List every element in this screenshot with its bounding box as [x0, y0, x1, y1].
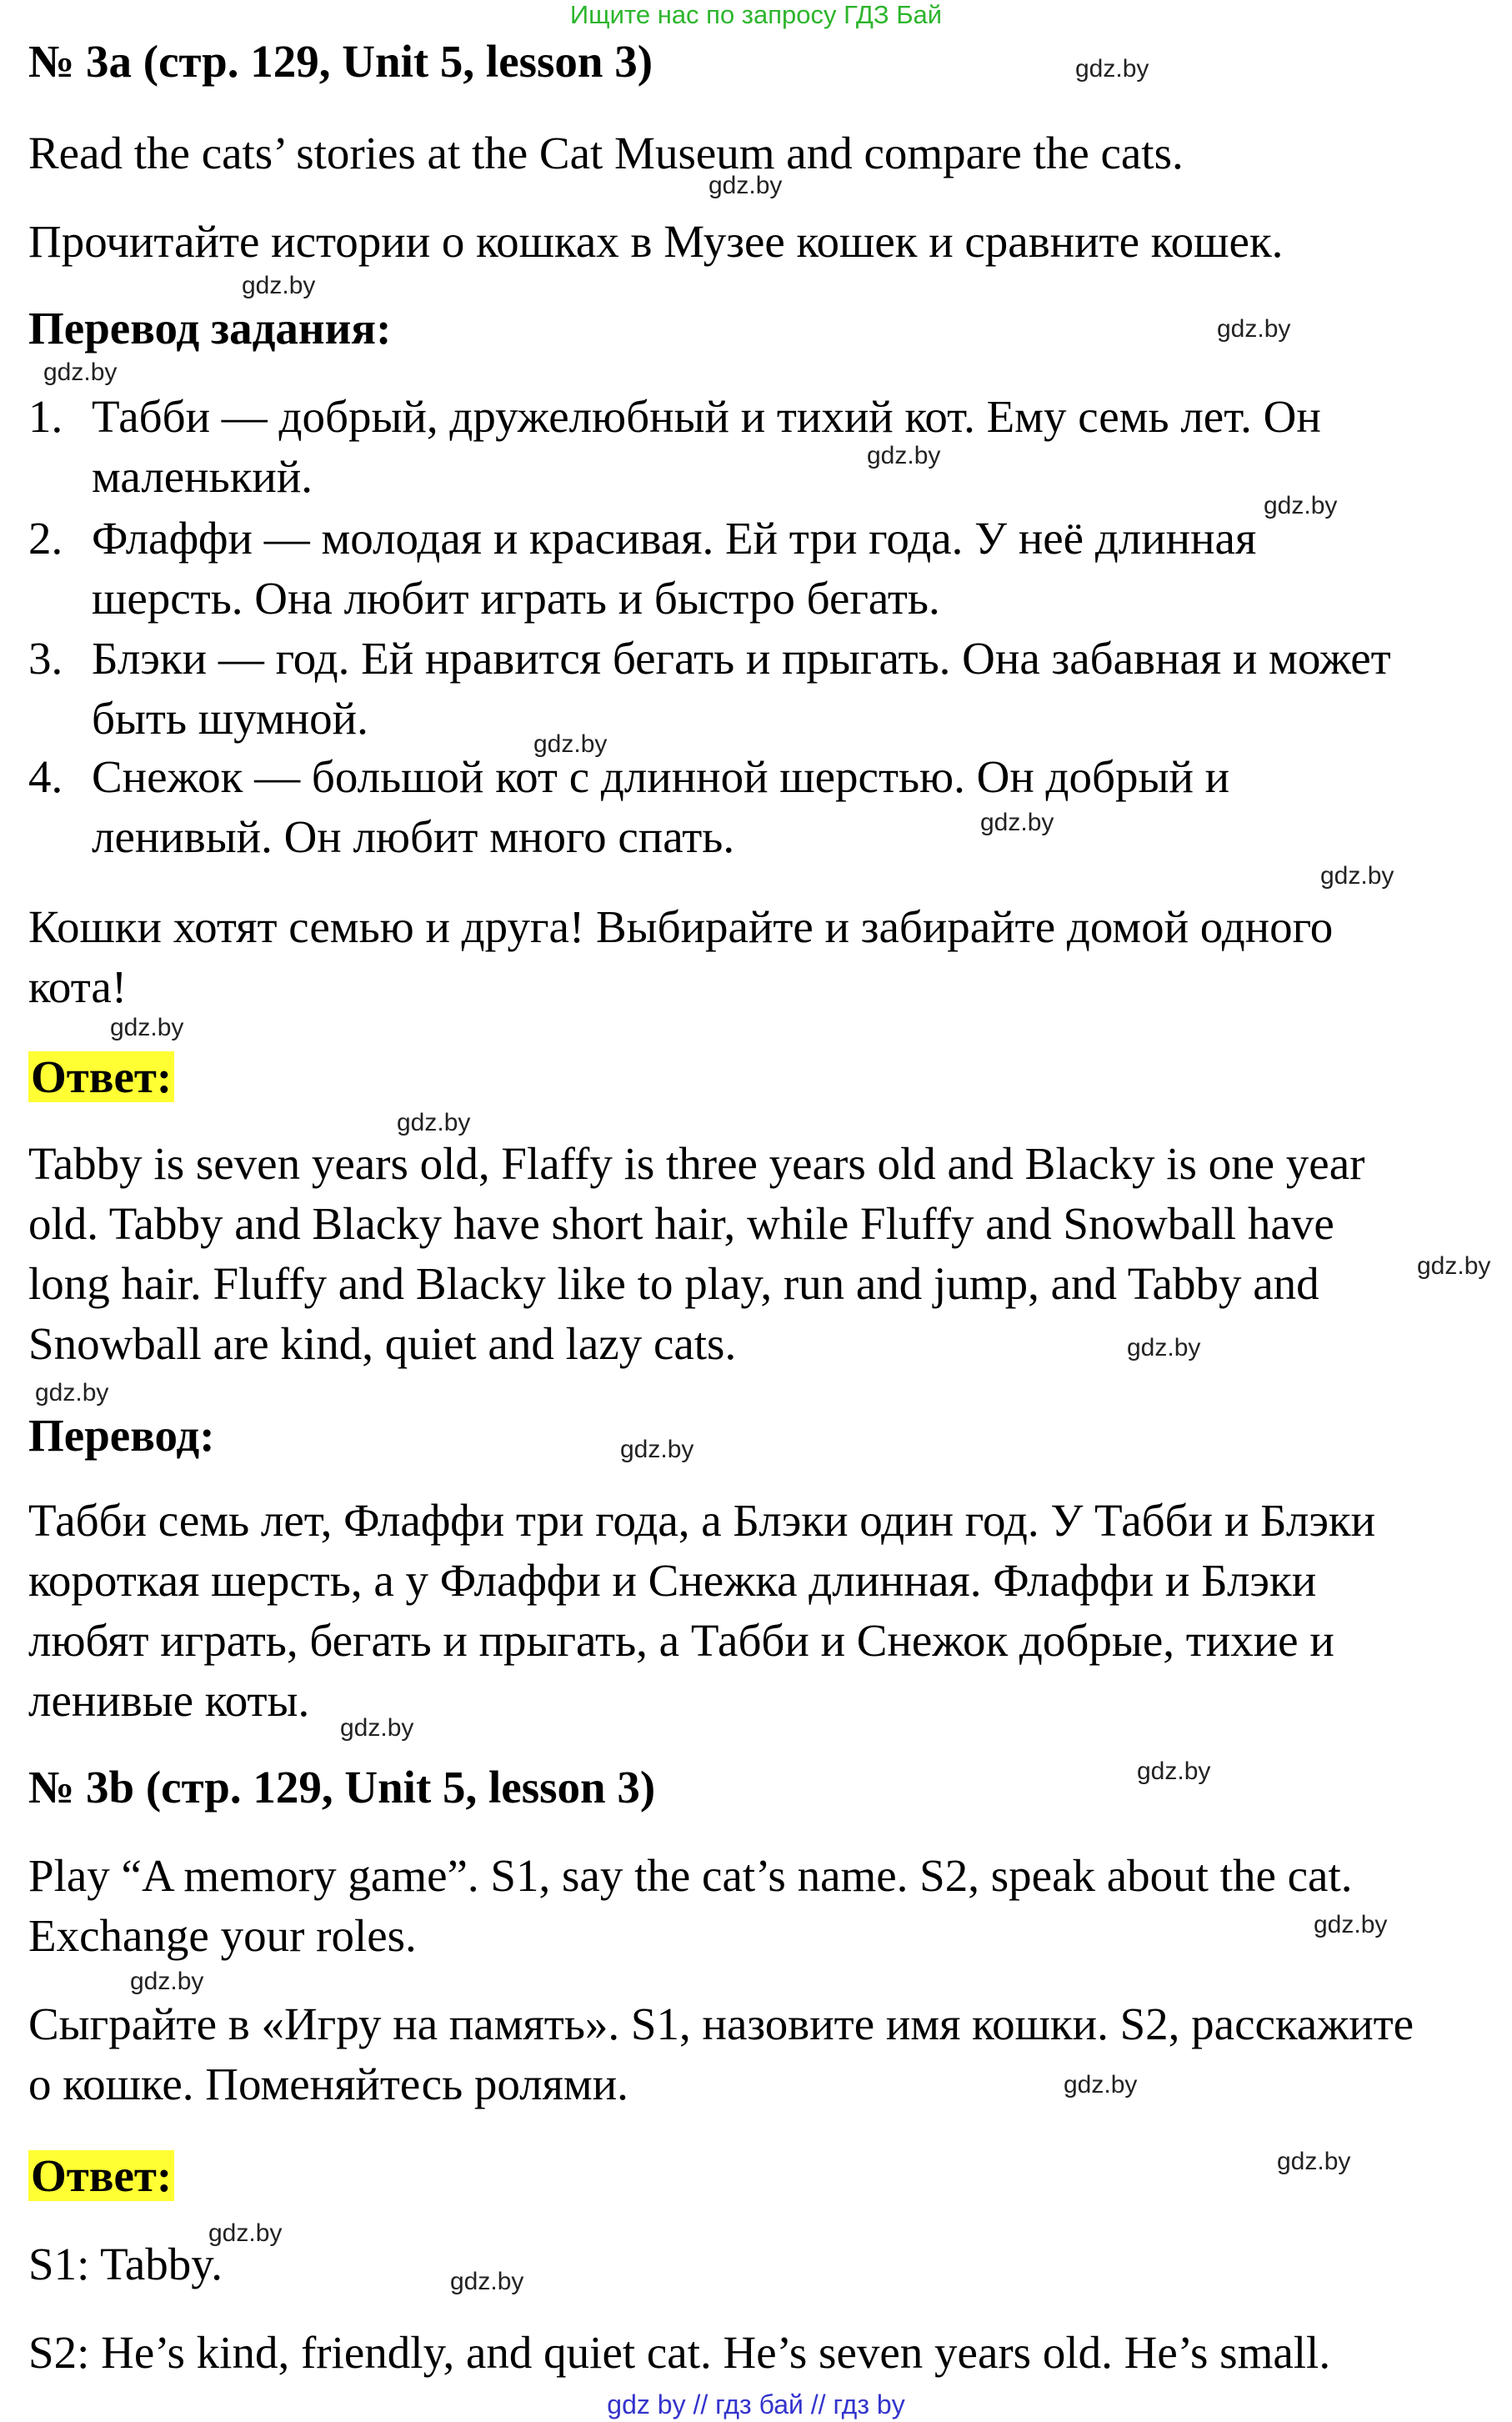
watermark: gdz.by [1127, 1334, 1201, 1361]
list-item-number: 3. [28, 633, 63, 684]
translation-paragraph [28, 1491, 1375, 1731]
watermark: gdz.by [110, 1014, 184, 1041]
list-item-line: Табби — добрый, дружелюбный и тихий кот. Ему семь лет. Он [92, 391, 1321, 442]
answer-line: long hair. Fluffy and Blacky like to play, run and jump, and Tabby and [28, 1258, 1319, 1309]
translation-heading: Перевод задания: [28, 303, 392, 354]
watermark: gdz.by [1137, 1758, 1211, 1785]
task-ru-3b [28, 1994, 1414, 2114]
task-ru: Прочитайте истории о кошках в Музее кошек и сравните кошек. [28, 216, 1284, 267]
watermark: gdz.by [1320, 862, 1394, 890]
watermark: gdz.by [43, 359, 118, 386]
watermark: gdz.by [1277, 2148, 1351, 2175]
task-en-3b [28, 1846, 1352, 1966]
task-ru-line: Сыграйте в «Игру на память». S1, назовите имя кошки. S2, расскажите [28, 1998, 1414, 2049]
watermark: gdz.by [208, 2219, 283, 2247]
top-banner: Ищите нас по запросу ГДЗ Бай [569, 0, 943, 29]
closing-paragraph [28, 897, 1333, 1017]
list-item-line: маленький. [92, 451, 313, 502]
list-item-line: Блэки — год. Ей нравится бегать и прыгать. Она забавная и может [92, 633, 1391, 684]
answer-line: Snowball are kind, quiet and lazy cats. [28, 1318, 737, 1369]
watermark: gdz.by [1264, 492, 1338, 519]
watermark: gdz.by [242, 272, 316, 299]
translation-label: Перевод: [28, 1410, 215, 1461]
closing-line: Кошки хотят семью и друга! Выбирайте и забирайте домой одного [28, 901, 1334, 952]
watermark: gdz.by [1217, 315, 1291, 343]
watermark: gdz.by [397, 1109, 471, 1136]
watermark: gdz.by [1314, 1911, 1388, 1938]
answer-label-3b: Ответ: [28, 2149, 174, 2202]
watermark: gdz.by [1064, 2071, 1138, 2099]
list-item-line: ленивый. Он любит много спать. [92, 811, 735, 862]
translation-line: ленивые коты. [28, 1675, 310, 1726]
list-item-number: 4. [28, 751, 63, 802]
list-item-number: 1. [28, 391, 63, 442]
watermark: gdz.by [620, 1436, 694, 1463]
watermark: gdz.by [130, 1968, 204, 1995]
watermark: gdz.by [533, 730, 608, 758]
list-item-line: быть шумной. [92, 693, 368, 744]
answer-line: old. Tabby and Blacky have short hair, while Fluffy and Snowball have [28, 1198, 1334, 1249]
exercise-3a-title: № 3a (стр. 129, Unit 5, lesson 3) [28, 36, 653, 87]
translation-line: Табби семь лет, Флаффи три года, а Блэки один год. У Табби и Блэки [28, 1495, 1376, 1546]
translation-line: любят играть, бегать и прыгать, а Табби и Снежок добрые, тихие и [28, 1615, 1334, 1666]
answer-line: Tabby is seven years old, Flaffy is three years old and Blacky is one year [28, 1138, 1365, 1189]
list-item-line: Снежок — большой кот с длинной шерстью. Он добрый и [92, 751, 1230, 802]
answer-label: Ответ: [28, 1051, 174, 1103]
watermark: gdz.by [708, 172, 783, 199]
watermark: gdz.by [980, 809, 1054, 836]
list-item-line: шерсть. Она любит играть и быстро бегать. [92, 573, 940, 624]
answer-s2: S2: He’s kind, friendly, and quiet cat. He’s seven years old. He’s small. [28, 2327, 1331, 2378]
answer-s1: S1: Tabby. [28, 2239, 223, 2289]
watermark: gdz.by [35, 1379, 109, 1407]
task-en-line: Play “A memory game”. S1, say the cat’s name. S2, speak about the cat. [28, 1850, 1353, 1901]
closing-line: кота! [28, 961, 128, 1012]
watermark: gdz.by [1417, 1252, 1491, 1280]
bottom-banner[interactable]: gdz by // гдз бай // гдз by [607, 2389, 905, 2419]
task-en: Read the cats’ stories at the Cat Museum and compare the cats. [28, 128, 1184, 178]
watermark: gdz.by [867, 442, 941, 469]
exercise-3b-title: № 3b (стр. 129, Unit 5, lesson 3) [28, 1762, 656, 1813]
watermark: gdz.by [450, 2268, 524, 2295]
translation-line: короткая шерсть, а у Флаффи и Снежка длинная. Флаффи и Блэки [28, 1555, 1317, 1606]
watermark: gdz.by [1075, 55, 1149, 83]
task-ru-line: о кошке. Поменяйтесь ролями. [28, 2058, 628, 2109]
watermark: gdz.by [340, 1714, 414, 1742]
list-item-line: Флаффи — молодая и красивая. Ей три года. У неё длинная [92, 513, 1257, 564]
list-item-number: 2. [28, 513, 63, 564]
task-en-line: Exchange your roles. [28, 1910, 417, 1961]
